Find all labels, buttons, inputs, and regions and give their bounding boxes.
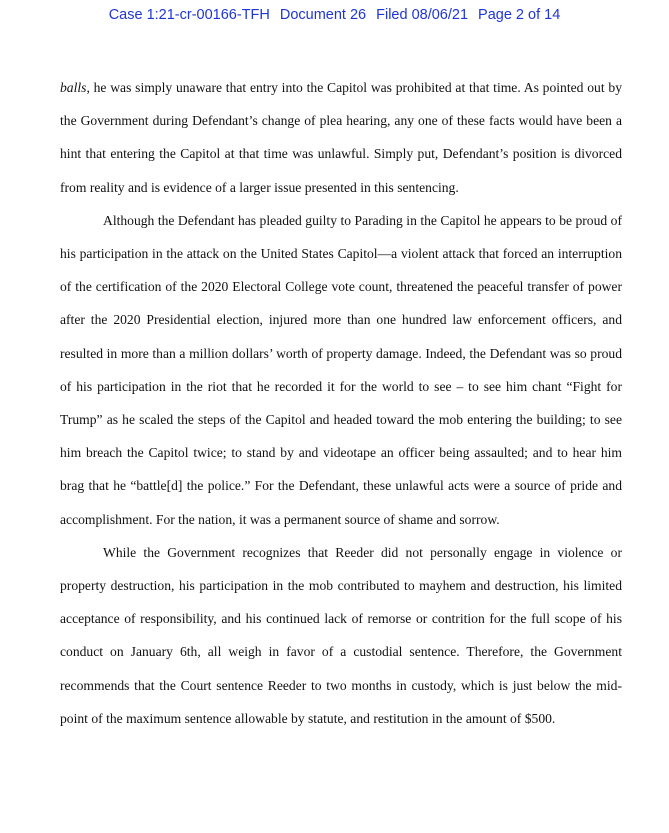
- paragraph-continuation: [60, 71, 622, 204]
- page-number: Page 2 of 14: [478, 7, 561, 23]
- italic-word: balls: [60, 80, 87, 95]
- case-number: Case 1:21-cr-00166-TFH: [108, 7, 270, 23]
- paragraph-text: , he was simply unaware that entry into the Capitol was prohibited at that time. As pointed out by the Government during Defendant’s change of plea hearing, any one of these facts would have been a hint that entering the Capitol at that time was unlawful. Simply put, Defendant’s position is divorced from reality and is evidence of a larger issue presented in this sentencing.: [60, 80, 622, 195]
- paragraph-pride: Although the Defendant has pleaded guilty to Parading in the Capitol he appears to be proud of his participation in the attack on the United States Capitol—a violent attack that forced an interruption of the certification of the 2020 Electoral College vote count, threatened the peaceful transfer of power after the 2020 Presidential election, injured more than one hundred law enforcement officers, and resulted in more than a million dollars’ worth of property damage. Indeed, the Defendant was so proud of his participation in the riot that he recorded it for the world to see – to see him chant “Fight for Trump” as he scaled the steps of the Capitol and headed toward the mob entering the building; to see him breach the Capitol twice; to stand by and videotape an officer being assaulted; and to hear him brag that he “battle[d] the police.” For the Defendant, these unlawful acts were a source of pride and accomplishment. For the nation, it was a permanent source of shame and sorrow.: [60, 212, 622, 527]
- paragraph-recommendation: While the Government recognizes that Reeder did not personally engage in violence or property destruction, his participation in the mob contributed to mayhem and destruction, his limited acceptance of responsibility, and his continued lack of remorse or contrition for the full scope of his conduct on January 6th, all weigh in favor of a custodial sentence. Therefore, the Government recommends that the Court sentence Reeder to two months in custody, which is just below the mid-point of the maximum sentence allowable by statute, and restitution in the amount of $500.: [60, 544, 622, 726]
- filed-date: Filed 08/06/21: [376, 7, 469, 23]
- document-header: [0, 7, 669, 23]
- document-number: Document 26: [279, 7, 367, 23]
- document-body: [60, 71, 622, 735]
